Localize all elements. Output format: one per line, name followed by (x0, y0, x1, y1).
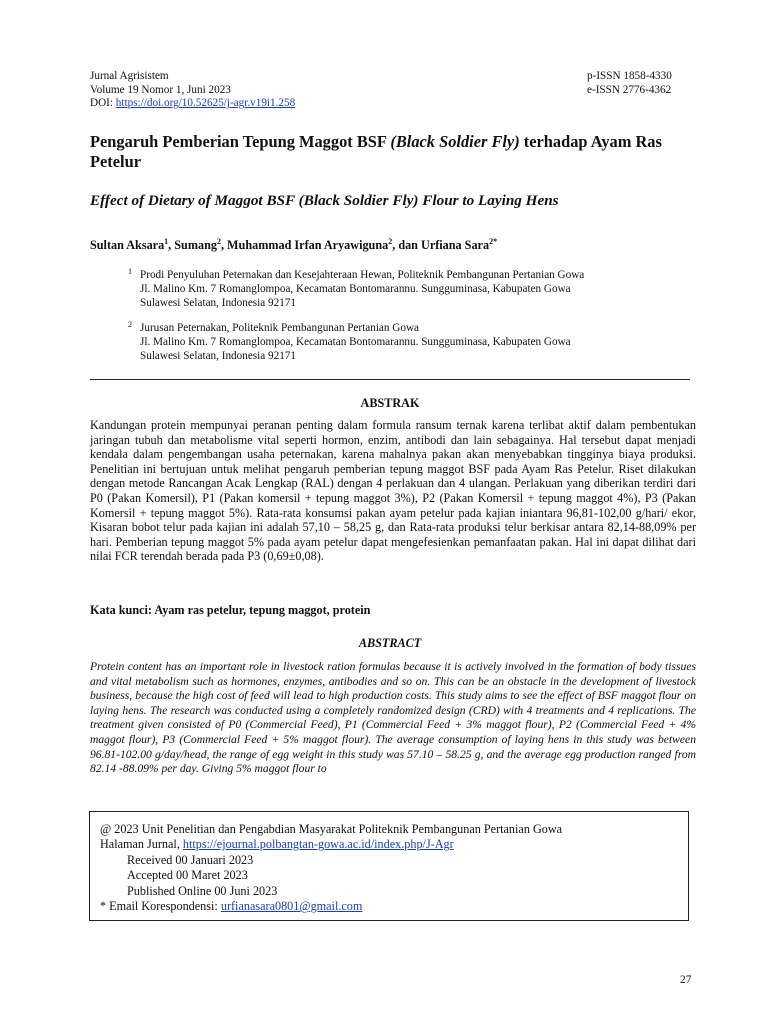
affiliation-number: 1 (128, 267, 132, 276)
accepted-date: Accepted 00 Maret 2023 (127, 868, 248, 883)
p-issn: p-ISSN 1858-4330 (587, 70, 672, 82)
doi-link[interactable]: https://doi.org/10.52625/j-agr.v19i1.258 (115, 97, 296, 110)
author: Sultan Aksara (90, 238, 165, 252)
affiliation-1: 1 Prodi Penyuluhan Peternakan dan Kesejahteraan Hewan, Politeknik Pembangunan Pertanian Gowa Jl. Malino Km. 7 Romanglompoa, Kecamatan Bontomarannu. Sungguminasa, Kabupaten Gowa Sulawesi Selatan, Indonesia 92171 (128, 267, 585, 310)
article-info-box (89, 811, 689, 921)
author: Muhammad Irfan Aryawiguna (227, 238, 389, 252)
correspondence-email-link[interactable]: urfianasara0801@gmail.com (220, 899, 363, 914)
abstrak-heading: ABSTRAK (360, 396, 420, 410)
published-date: Published Online 00 Juni 2023 (127, 883, 278, 898)
horizontal-divider (90, 379, 690, 380)
email-line: * Email Korespondensi: urfianasara0801@gmail.com (100, 899, 363, 914)
affiliation-number: 2 (128, 320, 132, 329)
e-issn: e-ISSN 2776-4362 (587, 83, 672, 96)
journal-header-left (90, 70, 295, 111)
author-list: Sultan Aksara$^1$, Sumang$^2$, Muhammad Irfan Aryawiguna$^2$, dan Urfiana Sara$^{2*}$ (90, 236, 498, 252)
doi-label: DOI: (90, 97, 116, 110)
author: Sumang (174, 238, 217, 252)
copyright-line: @ 2023 Unit Penelitian dan Pengabdian Masyarakat Politeknik Pembangunan Pertanian Gowa (100, 822, 563, 836)
abstract-body: Protein content has an important role in livestock ration formulas because it is actively involved in the formation of body tissues and vital metabolism such as hormones, enzymes, antibodies and so on. This can be an obstacle in the development of livestock business, because the high cost of feed will lead to high production costs. This study aims to see the effect of BSF maggot flour on laying hens. The research was conducted using a completely randomized design (CRD) with 4 treatments and 4 replications. The treatment given consisted of P0 (Commercial Feed), P1 (Commercial Feed + 3% maggot flour), P2 (Commercial Feed + 4% maggot flour), P3 (Commercial Feed + 5% maggot flour). The average consumption of laying hens in this study was between 96.81-102.00 g/day/head, the range of egg weight in this study was 57.10 – 58.25 g, and the average egg production ranged from 82.14 -88.09% per day. Giving 5% maggot flour to (90, 660, 696, 776)
affiliation-2: 2 Jurusan Peternakan, Politeknik Pembangunan Pertanian Gowa Jl. Malino Km. 7 Romanglompoa, Kecamatan Bontomarannu. Sungguminasa, Kabupaten Gowa Sulawesi Selatan, Indonesia 92171 (128, 320, 571, 363)
keywords: Kata kunci: Ayam ras petelur, tepung maggot, protein (90, 603, 371, 617)
journal-name: Jurnal Agrisistem (90, 70, 169, 82)
journal-volume: Volume 19 Nomor 1, Juni 2023 (90, 83, 231, 96)
abstrak-body: Kandungan protein mempunyai peranan penting dalam formula ransum ternak karena terlibat aktif dalam pembentukan jaringan tubuh dan metabolisme vital seperti hormon, enzim, antibodi dan lain sebagainya. Hal tersebut dapat menjadi kendala dalam pengembangan usaha peternakan, karena mahalnya pakan akan menyebabkan tingginya biaya produksi. Penelitian ini bertujuan untuk melihat pengaruh pemberian tepung maggot BSF pada Ayam Ras Petelur. Riset dilakukan dengan metode Rancangan Acak Lengkap (RAL) dengan 4 perlakuan dan 4 ulangan. Perlakuan yang diberikan terdiri dari P0 (Pakan Komersil), P1 (Pakan komersil + tepung maggot 3%), P2 (Pakan Komersil + tepung maggot 4%), P3 (Pakan Komersil + tepung maggot 5%). Rata-rata konsumsi pakan ayam petelur pada kajian iniantara 96,81-102,00 g/hari/ ekor, Kisaran bobot telur pada kajian ini adalah 57,10 – 58,25 g, dan Rata-rata produksi telur berkisar antara 82,14-88,09% per hari. Pemberian tepung maggot 5% pada ayam petelur dapat mengefesienkan pemanfaatan pakan. Hal ini dapat dilihat dari nilai FCR terendah berada pada P3 (0,69±0,08). (90, 418, 696, 564)
journal-homepage-link[interactable]: https://ejournal.polbangtan-gowa.ac.id/index.php/J-Agr (182, 837, 454, 852)
abstract-heading: ABSTRACT (358, 636, 422, 650)
journal-header-right (587, 70, 672, 97)
doi-line (90, 97, 295, 111)
author: Urfiana Sara (421, 238, 490, 252)
received-date: Received 00 Januari 2023 (127, 852, 254, 867)
paper-title: Pengaruh Pemberian Tepung Maggot BSF (Black Soldier Fly) terhadap Ayam Ras Petelur (90, 132, 662, 171)
title-italic: (Black Soldier Fly) (390, 132, 520, 151)
page-number: 27 (680, 974, 692, 986)
paper-subtitle: Effect of Dietary of Maggot BSF (Black Soldier Fly) Flour to Laying Hens (90, 192, 559, 209)
homepage-line: Halaman Jurnal, https://ejournal.polbangtan-gowa.ac.id/index.php/J-Agr (100, 837, 454, 852)
